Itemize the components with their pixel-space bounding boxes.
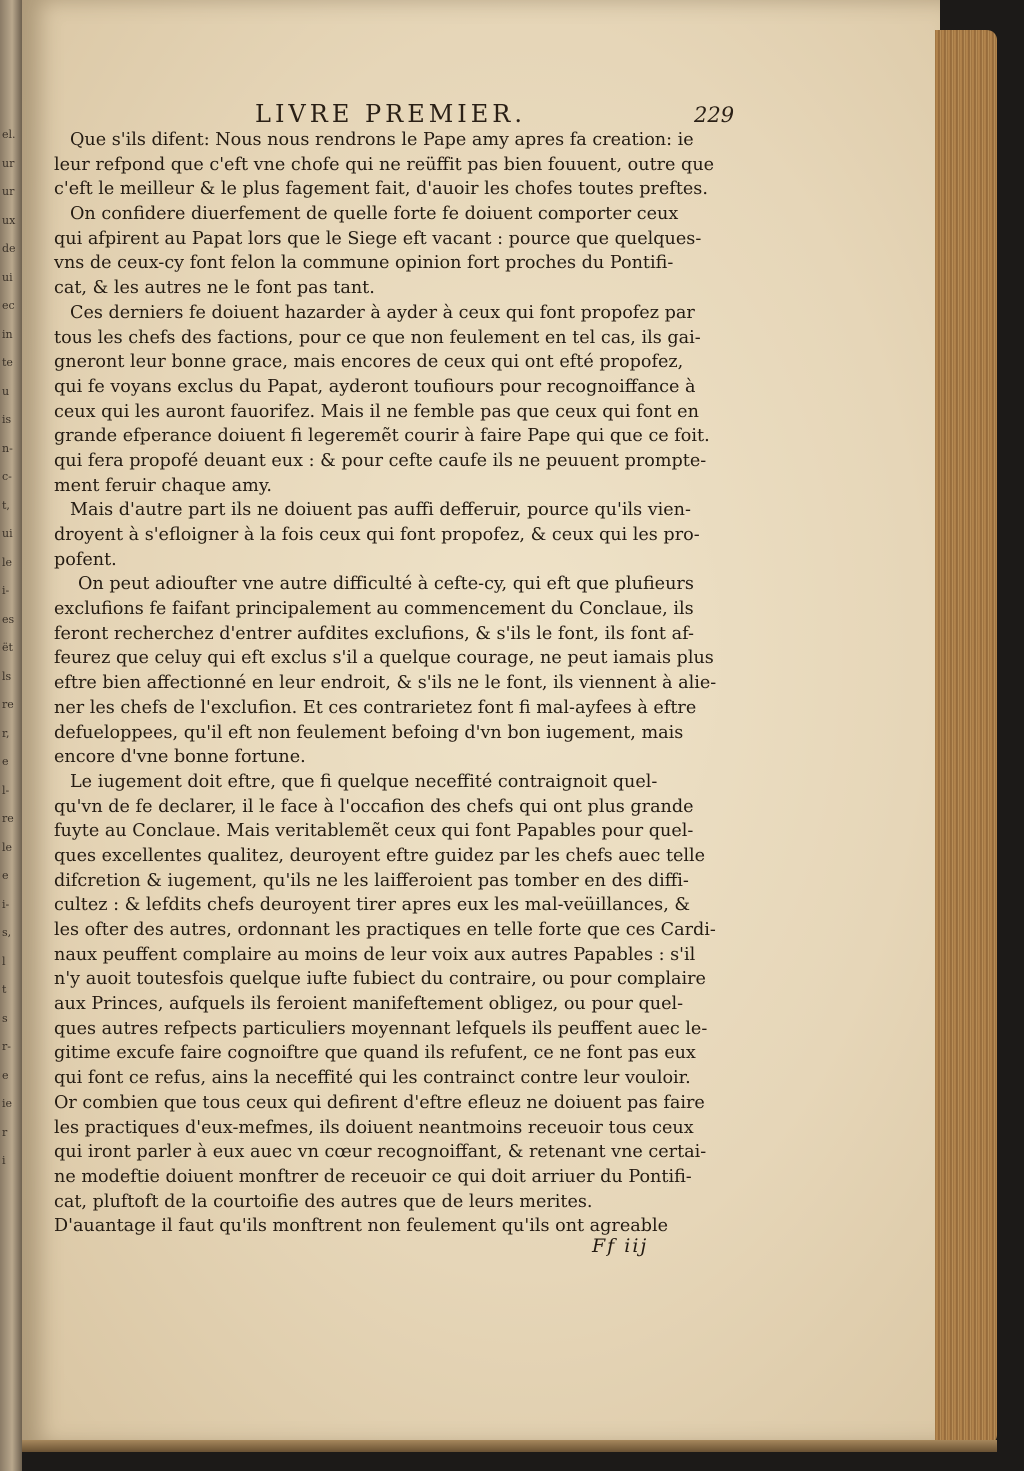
margin-fragment: r,	[2, 726, 10, 740]
book-page	[22, 0, 940, 1445]
margin-fragment: ls	[2, 669, 12, 683]
margin-fragment: r-	[2, 1040, 11, 1053]
margin-fragment: i	[2, 1154, 6, 1167]
margin-fragment: re	[2, 812, 14, 825]
margin-fragment: ie	[2, 1097, 13, 1110]
text-line: Le iugement doit eftre, que fi quelque neceffité contraignoit quel-	[70, 771, 658, 792]
text-line: eftre bien affectionné en leur endroit, & s'ils ne le font, ils viennent à alie-	[54, 673, 717, 694]
text-line: On peut adioufter vne autre difficulté à cefte-cy, qui eft que plufieurs	[78, 574, 694, 595]
body-text	[54, 128, 762, 1239]
margin-fragment: ux	[2, 213, 16, 227]
text-line: exclufions fe faifant principalement au commencement du Conclaue, ils	[54, 599, 694, 620]
adjacent-page-edge	[0, 0, 22, 1471]
margin-fragment: i-	[2, 584, 10, 597]
margin-fragment: l-	[2, 783, 10, 797]
text-line: qu'vn de fe declarer, il le face à l'occafion des chefs qui ont plus grande	[54, 796, 694, 817]
margin-fragment: t	[2, 983, 7, 996]
text-line: cat, & les autres ne le font pas tant.	[54, 278, 375, 299]
text-line: qui iront parler à eux auec vn cœur recognoiffant, & retenant vne certai-	[54, 1142, 707, 1163]
text-line: feront recherchez d'entrer aufdites exclufions, & s'ils le font, ils font af-	[54, 623, 694, 644]
text-line: gneront leur bonne grace, mais encores de ceux qui ont efté propofez,	[54, 352, 684, 373]
text-line: grande efperance doiuent fi legeremẽt courir à faire Pape qui que ce foit.	[54, 426, 710, 447]
margin-fragment: es	[2, 612, 15, 626]
margin-fragment: c-	[2, 470, 12, 483]
margin-fragment: is	[2, 413, 12, 426]
text-line: les practiques d'eux-mefmes, ils doiuent neantmoins receuoir tous ceux	[54, 1117, 694, 1138]
margin-fragment: in	[2, 327, 13, 341]
margin-fragment: de	[2, 242, 16, 255]
margin-fragment: r	[2, 1125, 8, 1139]
margin-fragment: t,	[2, 498, 10, 512]
margin-fragment: el.	[2, 128, 16, 141]
text-line: cultez : & lefdits chefs deuroyent tirer apres eux les mal-veüillances, &	[54, 895, 691, 916]
text-line: les ofter des autres, ordonnant les practiques en telle forte que ces Cardi-	[54, 920, 716, 940]
margin-fragment: s,	[2, 926, 12, 939]
margin-fragment: e	[2, 755, 9, 768]
text-line: Que s'ils difent: Nous nous rendrons le Pape amy apres fa creation: ie	[70, 130, 694, 150]
signature-mark: Ff iij	[592, 1235, 649, 1257]
margin-fragment: e	[2, 1068, 9, 1082]
margin-fragment: ur	[2, 156, 15, 170]
book-bottom-edge	[22, 1440, 997, 1452]
text-line: ne modeftie doiuent monftrer de receuoir ce qui doit arriuer du Pontifi-	[54, 1166, 692, 1187]
text-line: difcretion & iugement, qu'ils ne les laifferoient pas tomber en des diffi-	[54, 870, 689, 891]
text-line: qui afpirent au Papat lors que le Siege eft vacant : pource que quelques-	[54, 228, 702, 249]
text-line: droyent à s'efloigner à la fois ceux qui font propofez, & ceux qui les pro-	[54, 525, 700, 545]
text-line: ner les chefs de l'exclufion. Et ces contrarietez font fi mal-ayfees à eftre	[54, 697, 697, 718]
text-line: pofent.	[54, 549, 117, 570]
margin-fragment: ec	[2, 299, 15, 312]
text-line: encore d'vne bonne fortune.	[54, 747, 306, 768]
text-line: leur refpond que c'eft vne chofe qui ne reüffit pas bien fouuent, outre que	[54, 154, 715, 175]
margin-fragment: i-	[2, 897, 10, 911]
text-line: gitime excufe faire cognoiftre que quand ils refufent, ce ne font pas eux	[54, 1043, 696, 1064]
margin-fragment: re	[2, 698, 14, 711]
margin-fragment: n-	[2, 441, 13, 455]
page-number: 229	[694, 103, 735, 127]
text-line: ques autres refpects particuliers moyennant lefquels ils peuffent auec le-	[54, 1018, 708, 1039]
text-line: tous les chefs des factions, pour ce que non feulement en tel cas, ils gai-	[54, 327, 701, 348]
margin-fragment: s	[2, 1011, 8, 1025]
margin-fragment: te	[2, 356, 13, 369]
margin-fragment: ui	[2, 270, 13, 284]
text-line: Or combien que tous ceux qui defirent d'eftre efleuz ne doiuent pas faire	[54, 1092, 705, 1113]
text-line: Ces derniers fe doiuent hazarder à ayder à ceux qui font propofez par	[70, 302, 695, 323]
text-line: aux Princes, aufquels ils feroient manifeftement obligez, ou pour quel-	[54, 994, 684, 1015]
text-line: qui font ce refus, ains la neceffité qui les contrainct contre leur vouloir.	[54, 1068, 691, 1089]
text-line: cat, pluftoft de la courtoifie des autres que de leurs merites.	[54, 1191, 593, 1212]
text-line: D'auantage il faut qu'ils monftrent non feulement qu'ils ont agreable	[54, 1216, 669, 1237]
text-line: naux peuffent complaire au moins de leur voix aux autres Papables : s'il	[54, 944, 696, 965]
margin-fragment: le	[2, 555, 13, 569]
text-line: vns de ceux-cy font felon la commune opinion fort proches du Pontifi-	[54, 253, 674, 274]
text-line: Mais d'autre part ils ne doiuent pas auffi defferuir, pource qu'ils vien-	[70, 500, 691, 521]
margin-fragment: ur	[2, 185, 15, 198]
text-line: defueloppees, qu'il eft non feulement befoing d'vn bon iugement, mais	[54, 722, 684, 743]
text-line: qui fera propofé deuant eux : & pour cefte caufe ils ne peuuent prompte-	[54, 450, 707, 471]
text-line: ques excellentes qualitez, deuroyent eftre guidez par les chefs auec telle	[54, 845, 706, 866]
running-head: LIVRE PREMIER.	[255, 100, 526, 128]
text-line: fuyte au Conclaue. Mais veritablemẽt ceux qui font Papables pour quel-	[54, 821, 694, 842]
margin-fragment: ët	[2, 641, 13, 654]
margin-fragment: e	[2, 869, 9, 882]
text-line: On confidere diuerfement de quelle forte fe doiuent comporter ceux	[70, 204, 679, 225]
text-line: n'y auoit toutesfois quelque iufte fubiect du contraire, ou pour complaire	[54, 969, 706, 990]
text-line: ceux qui les auront fauorifez. Mais il ne femble pas que ceux qui font en	[54, 401, 699, 422]
margin-fragment: le	[2, 840, 13, 854]
text-line: c'eft le meilleur & le plus fagement fait, d'auoir les chofes toutes preftes.	[54, 179, 708, 200]
text-line: ment feruir chaque amy.	[54, 475, 273, 496]
margin-fragment: l	[2, 954, 6, 968]
text-line: feurez que celuy qui eft exclus s'il a quelque courage, ne peut iamais plus	[54, 648, 714, 669]
page-header	[22, 80, 940, 128]
text-line: qui fe voyans exclus du Papat, ayderont toufiours pour recognoiffance à	[54, 376, 696, 397]
margin-fragment: u	[2, 384, 10, 398]
margin-fragment: ui	[2, 527, 13, 540]
book-fore-edge	[935, 30, 997, 1445]
